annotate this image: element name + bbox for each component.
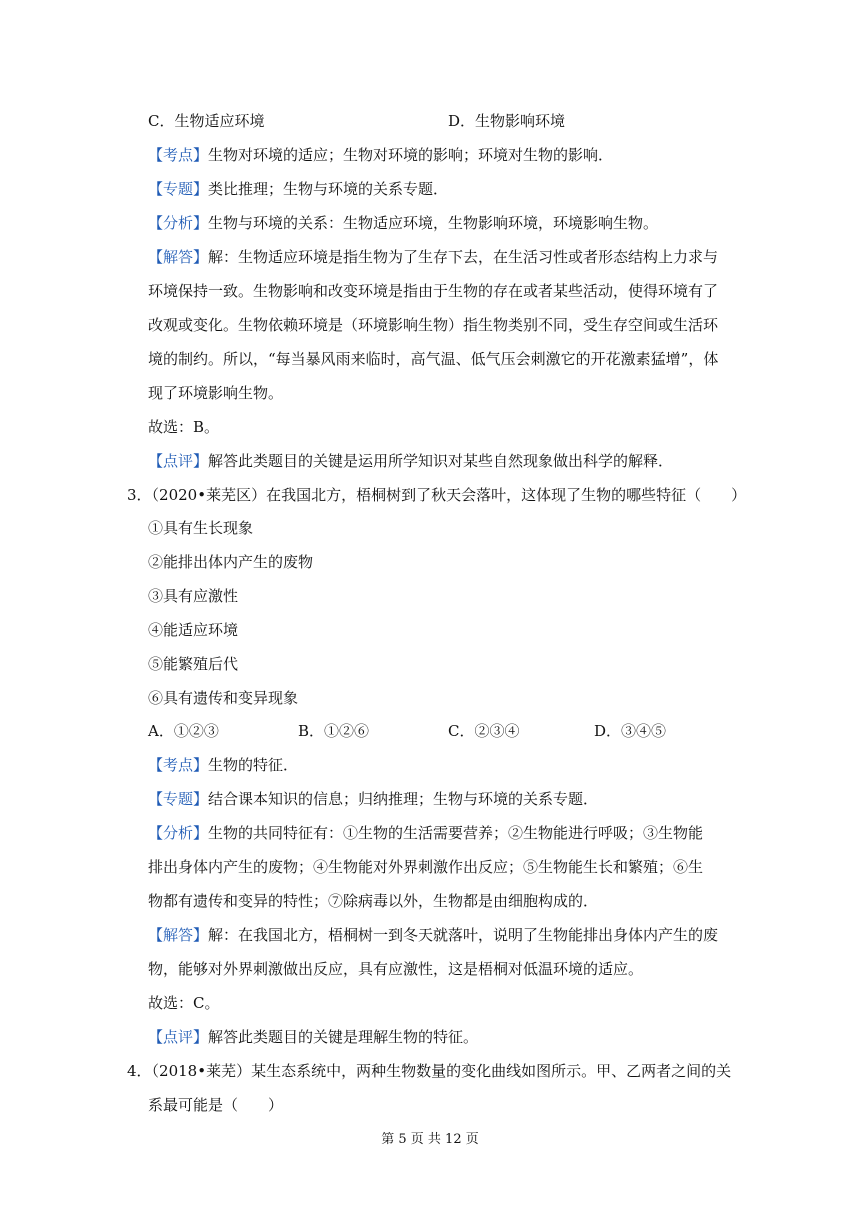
dianping-tag: 【点评】	[148, 1028, 209, 1046]
jieda-tag: 【解答】	[148, 926, 209, 944]
q3-item-5: ⑤能繁殖后代	[148, 655, 239, 673]
q2-jieda-line-5: 现了环境影响生物。	[148, 384, 284, 402]
q3-item-4: ④能适应环境	[148, 621, 239, 639]
q3-item-1: ①具有生长现象	[148, 519, 254, 537]
q3-option-c: C．②③④	[448, 722, 520, 740]
fenxi-tag: 【分析】	[148, 824, 209, 842]
q2-jieda-line-4: 境的制约。所以，“每当暴风雨来临时，高气温、低气压会刺激它的开花激素猛增”，体	[148, 350, 719, 368]
q3-fenxi-line-3: 物都有遗传和变异的特性；⑦除病毒以外，生物都是由细胞构成的．	[148, 892, 599, 910]
q3-answer: 故选：C。	[148, 994, 220, 1012]
kaodian-tag: 【考点】	[148, 146, 209, 164]
q3-option-d: D．③④⑤	[594, 722, 667, 740]
q3-option-b: B．①②⑥	[298, 722, 370, 740]
page-footer: 第 5 页 共 12 页	[381, 1132, 479, 1147]
fenxi-tag: 【分析】	[148, 214, 209, 232]
q2-kaodian: 【考点】生物对环境的适应；生物对环境的影响；环境对生物的影响．	[148, 146, 614, 164]
q3-item-2: ②能排出体内产生的废物	[148, 553, 314, 571]
q2-jieda-line-1: 【解答】解：生物适应环境是指生物为了生存下去，在生活习性或者形态结构上力求与	[148, 248, 719, 266]
option-c: C．生物适应环境	[148, 112, 265, 130]
kaodian-tag: 【考点】	[148, 756, 209, 774]
zhuanti-tag: 【专题】	[148, 790, 209, 808]
q3-jieda-line-2: 物，能够对外界刺激做出反应，具有应激性，这是梧桐对低温环境的适应。	[148, 960, 644, 978]
q2-fenxi: 【分析】生物与环境的关系：生物适应环境，生物影响环境，环境影响生物。	[148, 214, 659, 232]
q3-item-3: ③具有应激性	[148, 587, 239, 605]
q4-stem-line-1: 4．（2018•莱芜）某生态系统中，两种生物数量的变化曲线如图所示。甲、乙两者之间的关	[127, 1062, 732, 1080]
q3-item-6: ⑥具有遗传和变异现象	[148, 689, 299, 707]
q3-fenxi-line-2: 排出身体内产生的废物；④生物能对外界刺激作出反应；⑤生物能生长和繁殖；⑥生	[148, 858, 704, 876]
option-d: D．生物影响环境	[448, 112, 566, 130]
q3-zhuanti: 【专题】结合课本知识的信息；归纳推理；生物与环境的关系专题．	[148, 790, 599, 808]
jieda-tag: 【解答】	[148, 248, 209, 266]
q3-fenxi-line-1: 【分析】生物的共同特征有：①生物的生活需要营养；②生物能进行呼吸；③生物能	[148, 824, 704, 842]
q2-zhuanti: 【专题】类比推理；生物与环境的关系专题．	[148, 180, 449, 198]
q2-jieda-line-3: 改观或变化。生物依赖环境是（环境影响生物）指生物类别不同，受生存空间或生活环	[148, 316, 719, 334]
q3-dianping: 【点评】解答此类题目的关键是理解生物的特征。	[148, 1028, 479, 1046]
q3-option-a: A．①②③	[148, 722, 219, 740]
q4-stem-line-2: 系最可能是（ ）	[148, 1096, 284, 1114]
q3-stem: 3．（2020•莱芜区）在我国北方，梧桐树到了秋天会落叶，这体现了生物的哪些特征（ ）	[127, 486, 747, 504]
q2-dianping: 【点评】解答此类题目的关键是运用所学知识对某些自然现象做出科学的解释．	[148, 452, 674, 470]
q3-jieda-line-1: 【解答】解：在我国北方，梧桐树一到冬天就落叶，说明了生物能排出身体内产生的废	[148, 926, 719, 944]
zhuanti-tag: 【专题】	[148, 180, 209, 198]
q2-jieda-line-2: 环境保持一致。生物影响和改变环境是指由于生物的存在或者某些活动，使得环境有了	[148, 282, 719, 300]
dianping-tag: 【点评】	[148, 452, 209, 470]
q2-answer: 故选：B。	[148, 418, 220, 436]
q3-kaodian: 【考点】生物的特征．	[148, 756, 299, 774]
